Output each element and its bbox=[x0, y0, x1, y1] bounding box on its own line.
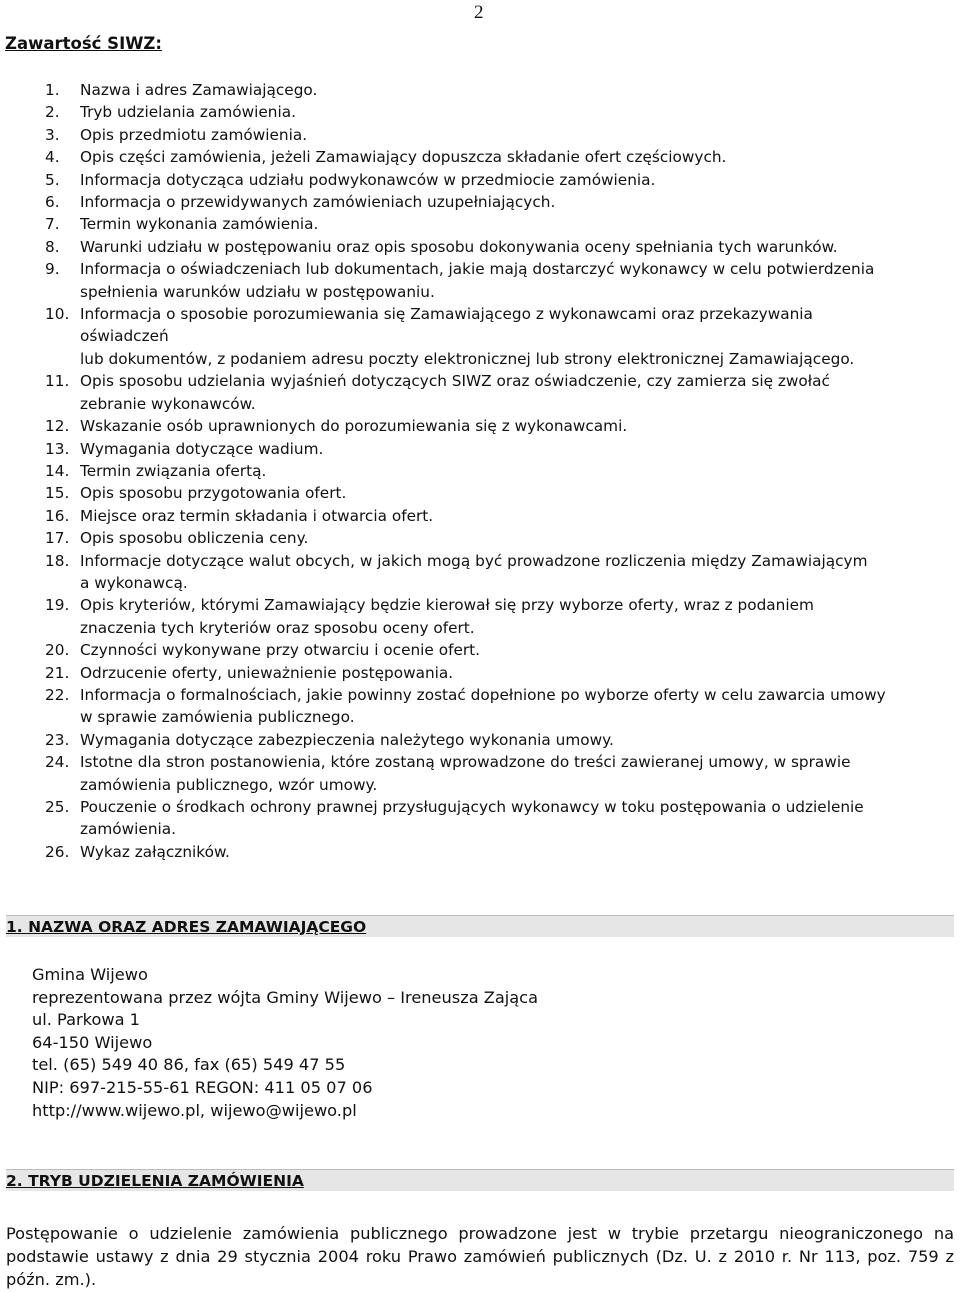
toc-item-line: Miejsce oraz termin składania i otwarcia ofert. bbox=[80, 506, 434, 525]
toc-item bbox=[45, 236, 955, 258]
toc-item-text bbox=[80, 751, 955, 796]
toc-item-line: Informacja o oświadczeniach lub dokumentach, jakie mają dostarczyć wykonawcy w celu potwierdzenia bbox=[80, 260, 875, 279]
address-line: ul. Parkowa 1 bbox=[32, 1010, 140, 1030]
toc-item-line: zamówienia publicznego, wzór umowy. bbox=[80, 775, 378, 794]
toc-item-text bbox=[80, 101, 955, 123]
toc-item-number: 10. bbox=[45, 305, 70, 324]
toc-item-number: 3. bbox=[45, 125, 60, 144]
toc-item bbox=[45, 796, 955, 841]
toc-item-line: Warunki udziału w postępowaniu oraz opis sposobu dokonywania oceny spełniania tych warunków. bbox=[80, 237, 838, 256]
toc-item bbox=[45, 684, 955, 729]
toc-item-number: 5. bbox=[45, 170, 60, 189]
page-number: 2 bbox=[474, 2, 484, 23]
toc-item-text bbox=[80, 527, 955, 549]
toc-item-line: Odrzucenie oferty, unieważnienie postępowania. bbox=[80, 663, 454, 682]
address-line: Gmina Wijewo bbox=[32, 965, 148, 984]
toc-item-line: Wymagania dotyczące zabezpieczenia należytego wykonania umowy. bbox=[80, 730, 614, 749]
toc-item-number: 2. bbox=[45, 103, 60, 122]
toc-item-number: 16. bbox=[45, 506, 70, 525]
toc-item-number: 8. bbox=[45, 237, 60, 256]
toc-item-line: Opis części zamówienia, jeżeli Zamawiający dopuszcza składanie ofert częściowych. bbox=[80, 148, 727, 167]
toc-item-line: zebranie wykonawców. bbox=[80, 394, 256, 413]
section-2-paragraph: Postępowanie o udzielenie zamówienia publicznego prowadzone jest w trybie przetargu nieograniczonego na podstawie ustawy z dnia 29 stycznia 2004 roku Prawo zamówień publicznych (Dz. U. z 2010 r. Nr 113, poz. 759 z późn. zm.). bbox=[6, 1224, 954, 1289]
toc-item-line: Termin wykonania zamówienia. bbox=[80, 215, 319, 234]
toc-item-text bbox=[80, 662, 955, 684]
toc-item bbox=[45, 303, 955, 370]
toc-item-line: znaczenia tych kryteriów oraz sposobu oceny ofert. bbox=[80, 618, 475, 637]
toc-item-number: 18. bbox=[45, 551, 70, 570]
section-1-heading-text: 1. NAZWA ORAZ ADRES ZAMAWIAJĄCEGO bbox=[6, 918, 367, 936]
section-2-heading bbox=[6, 1169, 954, 1191]
toc-item-number: 24. bbox=[45, 753, 70, 772]
toc-item-line: Wykaz załączników. bbox=[80, 842, 230, 861]
toc-item-number: 20. bbox=[45, 641, 70, 660]
toc-item-line: lub dokumentów, z podaniem adresu poczty elektronicznej lub strony elektronicznej Zamawiającego. bbox=[80, 349, 855, 368]
toc-item bbox=[45, 729, 955, 751]
toc-item bbox=[45, 460, 955, 482]
toc-item-text bbox=[80, 213, 955, 235]
toc-item-line: Wymagania dotyczące wadium. bbox=[80, 439, 324, 458]
toc-item bbox=[45, 415, 955, 437]
toc-item bbox=[45, 639, 955, 661]
toc-item-text bbox=[80, 482, 955, 504]
toc-item-number: 6. bbox=[45, 193, 60, 212]
toc-item-text bbox=[80, 684, 955, 729]
toc-item-line: a wykonawcą. bbox=[80, 573, 188, 592]
section-2-heading-text: 2. TRYB UDZIELENIA ZAMÓWIENIA bbox=[6, 1172, 304, 1190]
toc-item-line: Informacja dotycząca udziału podwykonawców w przedmiocie zamówienia. bbox=[80, 170, 656, 189]
toc-item-text bbox=[80, 438, 955, 460]
address-block bbox=[32, 964, 538, 1122]
toc-item-number: 26. bbox=[45, 842, 70, 861]
toc-item-line: Istotne dla stron postanowienia, które zostaną wprowadzone do treści zawieranej umowy, w sprawie bbox=[80, 753, 851, 772]
toc-item-text bbox=[80, 258, 955, 303]
toc-item-number: 1. bbox=[45, 81, 60, 99]
toc-item-line: Pouczenie o środkach ochrony prawnej przysługujących wykonawcy w toku postępowania o udzielenie bbox=[80, 798, 864, 816]
toc-item-number: 7. bbox=[45, 215, 60, 234]
toc-title: Zawartość SIWZ: bbox=[5, 34, 162, 53]
toc-item-number: 9. bbox=[45, 260, 60, 279]
toc-item-number: 19. bbox=[45, 596, 70, 615]
toc-item bbox=[45, 751, 955, 796]
address-line: 64-150 Wijewo bbox=[32, 1032, 153, 1052]
toc-item-line: spełnienia warunków udziału w postępowaniu. bbox=[80, 282, 435, 301]
toc-item bbox=[45, 594, 955, 639]
toc-item-line: Informacje dotyczące walut obcych, w jakich mogą być prowadzone rozliczenia między Zamawiającym bbox=[80, 551, 868, 570]
toc-item bbox=[45, 841, 955, 863]
toc-item-number: 15. bbox=[45, 484, 70, 503]
toc-item bbox=[45, 258, 955, 303]
toc-item-text bbox=[80, 191, 955, 213]
section-1-heading bbox=[6, 915, 954, 937]
toc-item-text bbox=[80, 505, 955, 527]
toc-item bbox=[45, 213, 955, 235]
toc-item-text bbox=[80, 169, 955, 191]
toc-item-number: 23. bbox=[45, 730, 70, 749]
toc-item-line: Opis sposobu przygotowania ofert. bbox=[80, 484, 347, 503]
toc-item bbox=[45, 527, 955, 549]
toc-item bbox=[45, 550, 955, 595]
toc-item-text bbox=[80, 124, 955, 146]
toc-item-text bbox=[80, 550, 955, 595]
toc-item bbox=[45, 505, 955, 527]
table-of-contents bbox=[45, 79, 955, 863]
toc-item-text bbox=[80, 796, 955, 841]
toc-item-text bbox=[80, 594, 955, 639]
toc-item bbox=[45, 370, 955, 415]
toc-item bbox=[45, 146, 955, 168]
toc-item-text bbox=[80, 303, 955, 370]
toc-item bbox=[45, 124, 955, 146]
toc-item-line: oświadczeń bbox=[80, 327, 169, 346]
toc-item-number: 21. bbox=[45, 663, 70, 682]
toc-item-text bbox=[80, 415, 955, 437]
toc-item-text bbox=[80, 639, 955, 661]
address-line: reprezentowana przez wójta Gminy Wijewo – Ireneusza Zająca bbox=[32, 987, 539, 1007]
toc-item-text bbox=[80, 729, 955, 751]
toc-item-text bbox=[80, 370, 955, 415]
toc-item-line: Opis sposobu udzielania wyjaśnień dotyczących SIWZ oraz oświadczenie, czy zamierza się zwołać bbox=[80, 372, 830, 391]
address-line: http://www.wijewo.pl, wijewo@wijewo.pl bbox=[32, 1100, 357, 1120]
toc-item-number: 25. bbox=[45, 798, 70, 816]
toc-item bbox=[45, 482, 955, 504]
toc-item-line: zamówienia. bbox=[80, 820, 177, 839]
toc-item bbox=[45, 79, 955, 101]
toc-item-text bbox=[80, 79, 955, 101]
toc-item-number: 14. bbox=[45, 461, 70, 480]
toc-item bbox=[45, 438, 955, 460]
toc-item-text bbox=[80, 460, 955, 482]
toc-item bbox=[45, 191, 955, 213]
toc-item-line: Tryb udzielania zamówienia. bbox=[80, 103, 296, 122]
toc-item-line: Informacja o sposobie porozumiewania się Zamawiającego z wykonawcami oraz przekazywania bbox=[80, 305, 813, 324]
toc-item-number: 11. bbox=[45, 372, 70, 391]
address-line: tel. (65) 549 40 86, fax (65) 549 47 55 bbox=[32, 1055, 346, 1075]
toc-item-text bbox=[80, 236, 955, 258]
toc-item-number: 17. bbox=[45, 529, 70, 548]
toc-item-line: Wskazanie osób uprawnionych do porozumiewania się z wykonawcami. bbox=[80, 417, 628, 436]
toc-item-line: Termin związania ofertą. bbox=[80, 461, 267, 480]
toc-item-text bbox=[80, 841, 955, 863]
toc-item-line: Nazwa i adres Zamawiającego. bbox=[80, 81, 318, 99]
toc-item bbox=[45, 101, 955, 123]
toc-item-line: Opis kryteriów, którymi Zamawiający będzie kierował się przy wyborze oferty, wraz z podaniem bbox=[80, 596, 814, 615]
toc-item-line: Opis sposobu obliczenia ceny. bbox=[80, 529, 309, 548]
toc-item-line: Informacja o formalnościach, jakie powinny zostać dopełnione po wyborze oferty w celu zawarcia umowy bbox=[80, 685, 886, 704]
toc-item-line: Informacja o przewidywanych zamówieniach uzupełniających. bbox=[80, 193, 556, 212]
toc-item-line: Czynności wykonywane przy otwarciu i ocenie ofert. bbox=[80, 641, 481, 660]
toc-item bbox=[45, 169, 955, 191]
address-line: NIP: 697-215-55-61 REGON: 411 05 07 06 bbox=[32, 1077, 373, 1097]
toc-item-number: 13. bbox=[45, 439, 70, 458]
toc-item-number: 4. bbox=[45, 148, 60, 167]
toc-item-line: w sprawie zamówienia publicznego. bbox=[80, 708, 355, 727]
toc-item-line: Opis przedmiotu zamówienia. bbox=[80, 125, 308, 144]
toc-item-text bbox=[80, 146, 955, 168]
toc-item bbox=[45, 662, 955, 684]
toc-item-number: 22. bbox=[45, 685, 70, 704]
toc-item-number: 12. bbox=[45, 417, 70, 436]
